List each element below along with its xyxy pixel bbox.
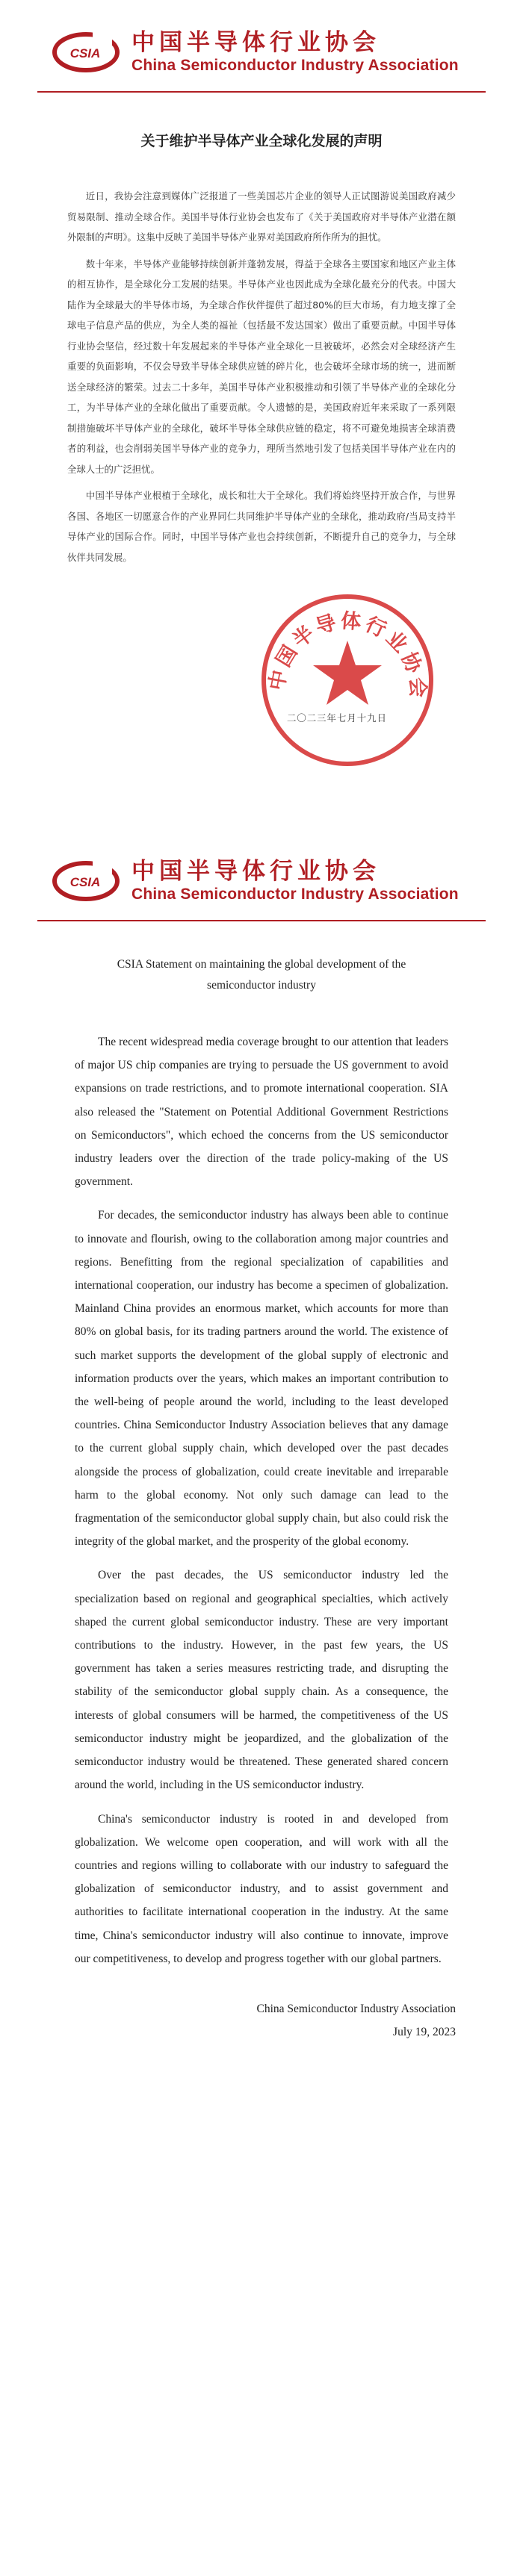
seal-area — [0, 587, 523, 781]
cn-statement-title: 关于维护半导体产业全球化发展的声明 — [140, 133, 383, 149]
signature-block — [0, 1997, 456, 2044]
en-statement-title: CSIA Statement on maintaining the global development of the semiconductor industry — [117, 958, 406, 992]
official-seal-stamp — [254, 587, 441, 774]
en-paragraph: The recent widespread media coverage brought to our attention that leaders of major US chip companies are trying to persuade the US government to avoid expansions on trade restrictions, and to promote international cooperation. SIA also released the "Statement on Potential Additional Government Restrictions on Semiconductors", which echoed the concerns from the US semiconductor industry leaders over the direction of the trade policy-making of the US government. — [75, 1036, 448, 1189]
cn-paragraph: 近日，我协会注意到媒体广泛报道了一些美国芯片企业的领导人正试图游说美国政府减少贸易限制、推动全球合作。美国半导体行业协会也发布了《关于美国政府对半导体产业潜在额外限制的声明》。这集中反映了美国半导体产业界对美国政府所作所为的担忧。 — [67, 190, 456, 243]
org-name-cn: 中国半导体行业协会 — [131, 29, 380, 56]
en-paragraph: China's semiconductor industry is rooted in and developed from globalization. We welcome open cooperation, and will work with all the countries and regions willing to collaborate with our industry to safeguard the globalization of semiconductor industry, and to assist government and authorities to facilitate international cooperation in the industry. At the same time, China's semiconductor industry will also continue to innovate, improve our competitiveness, to develop and progress together with our global partners. — [75, 1812, 448, 1965]
en-statement-body — [75, 1030, 448, 1970]
en-statement-date: July 19, 2023 — [393, 2025, 456, 2038]
seal-text: 中国半导体行业协会 — [264, 609, 430, 701]
logo-text: CSIA — [69, 46, 101, 60]
header-divider — [37, 91, 486, 93]
seal-star-icon — [313, 641, 382, 705]
cn-statement-body — [67, 186, 456, 567]
logo-text: CSIA — [69, 875, 101, 889]
csia-logo — [52, 858, 120, 904]
en-paragraph: For decades, the semiconductor industry has always been able to continue to innovate and flourish, owing to the collaboration among major countries and regions. Benefitting from the regional specialization of capabilities and international cooperation, our industry has become a specimen of globalization. Mainland China provides an enormous market, which accounts for more than 80% on global basis, for its trading partners around the world. The existence of such market supports the development of the global supply of electronic and information products over the years, which makes an important contribution to the well-being of people around the world, including to the least developed countries. China Semiconductor Industry Association believes that any damage to the current global supply chain, which developed over the past decades alongside the process of globalization, could create inevitable and irreparable harm to the global economy. Not only such damage can lead to the fragmentation of the semiconductor global supply chain, but also could risk the integrity of the global market, and the prosperity of the global economy. — [75, 1209, 448, 1549]
header-divider — [37, 920, 486, 921]
en-paragraph: Over the past decades, the US semiconductor industry led the specialization based on regional and geographical specialties, which actively shaped the current global semiconductor industry. These are very important contributions to the industry. However, in the past few years, the US government has taken a series measures restricting trade, and disrupting the stability of the semiconductor global supply chain. As a consequence, the interests of global consumers will be harmed, the competitiveness of the US semiconductor industry might be jeopardized, and the globalization of the semiconductor industry would be threatened. These generated shared concern around the world, including in the US semiconductor industry. — [75, 1569, 448, 1792]
cn-paragraph: 数十年来，半导体产业能够持续创新并蓬勃发展，得益于全球各主要国家和地区产业主体的相互协作，是全球化分工发展的结果。半导体产业也因此成为全球化最充分的代表。中国大陆作为全球最大的半导体市场，为全球合作伙伴提供了超过80%的巨大市场，有力地支撑了全球电子信息产品的供应，为全人类的福祉（包括最不发达国家）做出了重要贡献。中国半导体行业协会坚信，经过数十年发展起来的半导体产业全球化一旦被破坏，必然会对全球经济产生重要的负面影响，不仅会导致半导体全球供应链的碎片化，也会破坏全球市场的统一，进而断送全球经济的繁荣。过去二十多年，美国半导体产业积极推动和引领了半导体产业的全球化分工，为半导体产业的全球化做出了重要贡献。令人遗憾的是，美国政府近年来采取了一系列限制措施破坏半导体产业的全球化，破坏半导体全球供应链的稳定，将不可避免地损害全球消费者的利益，也会削弱美国半导体产业的竞争力，理所当然地引发了包括美国半导体产业在内的全球人士的广泛担忧。 — [67, 258, 456, 475]
cn-paragraph: 中国半导体产业根植于全球化，成长和壮大于全球化。我们将始终坚持开放合作，与世界各国、各地区一切愿意合作的产业界同仁共同维护半导体产业的全球化，推动政府/当局支持半导体产业的国际合作。同时，中国半导体产业也会持续创新，不断提升自己的竞争力，与全球伙伴共同发展。 — [67, 490, 456, 563]
cn-statement-date: 二〇二三年七月十九日 — [287, 712, 387, 724]
letterhead — [0, 0, 523, 82]
letterhead-english — [0, 829, 523, 911]
org-name-en: China Semiconductor Industry Association — [131, 886, 459, 903]
signature-org: China Semiconductor Industry Association — [256, 2002, 456, 2015]
org-name-cn: 中国半导体行业协会 — [131, 858, 380, 885]
csia-logo — [52, 29, 120, 75]
org-name-en: China Semiconductor Industry Association — [131, 57, 459, 74]
